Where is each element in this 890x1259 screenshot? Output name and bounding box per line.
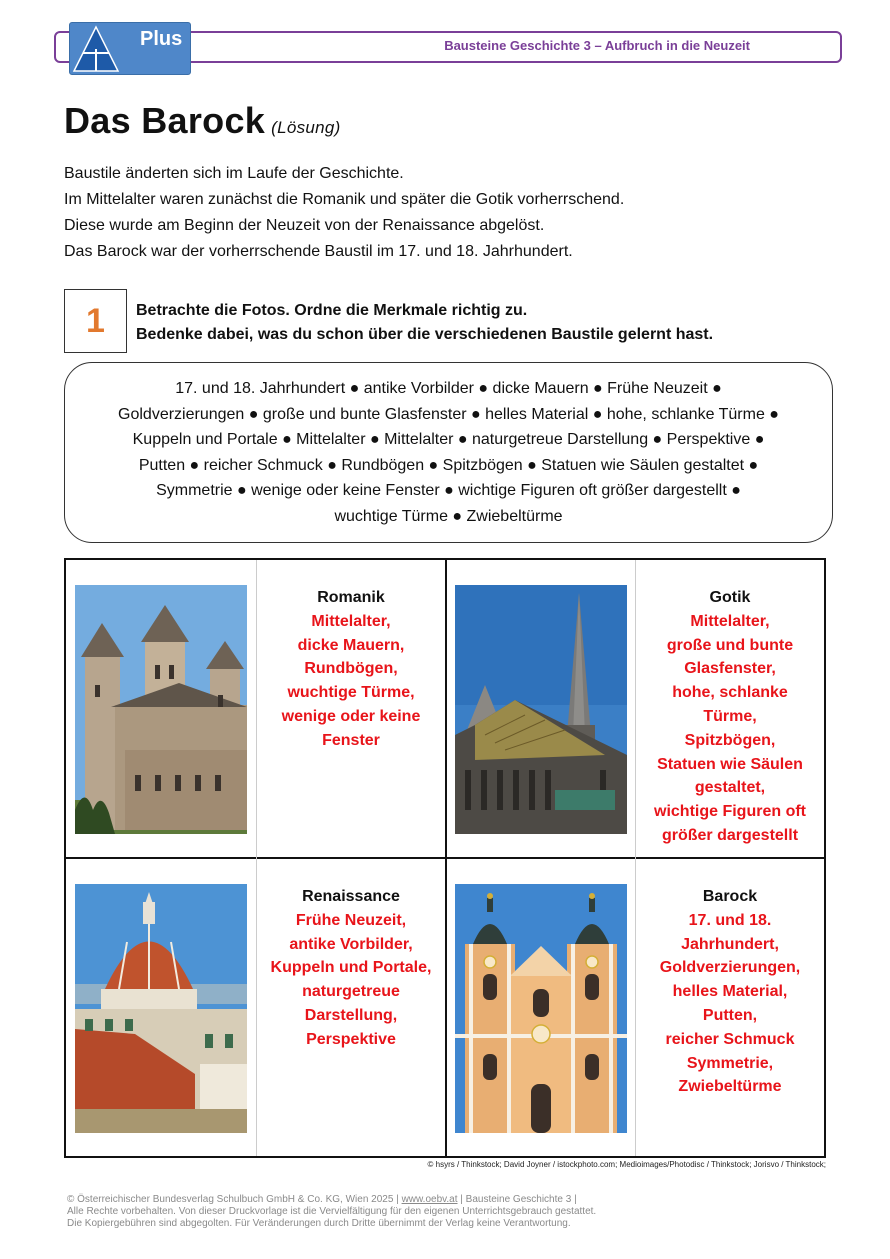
gotik-answer: Türme, bbox=[703, 707, 757, 725]
barock-answer: Jahrhundert, bbox=[681, 935, 779, 953]
word-bank-line: 17. und 18. Jahrhundert ● antike Vorbilder ● dicke Mauern ● Frühe Neuzeit ● bbox=[175, 380, 722, 397]
gotik-answer: große und bunte bbox=[666, 636, 794, 654]
romanik-answer: Fenster bbox=[322, 731, 380, 749]
gotik-cathedral-photo bbox=[455, 585, 627, 834]
barock-cell bbox=[637, 885, 823, 1099]
barock-answer: helles Material, bbox=[672, 983, 788, 1001]
barock-abbey-photo bbox=[455, 884, 627, 1133]
renaissance-answer: Frühe Neuzeit, bbox=[295, 911, 407, 929]
word-bank-line: wuchtige Türme ● Zwiebeltürme bbox=[334, 507, 563, 525]
gotik-answer: größer dargestellt bbox=[661, 826, 799, 844]
gotik-answer: Glasfenster, bbox=[684, 660, 776, 678]
footer bbox=[67, 1194, 596, 1230]
word-bank-line: Symmetrie ● wenige oder keine Fenster ● wichtige Figuren oft größer dargestellt ● bbox=[156, 482, 741, 500]
page-title bbox=[64, 100, 341, 142]
word-bank bbox=[64, 362, 833, 543]
photo-credits: © hsyrs / Thinkstock; David Joyner / istockphoto.com; Medioimages/Photodisc / Thinkstock; Jorisvo / Thinkstock; bbox=[427, 1160, 826, 1169]
barock-title: Barock bbox=[702, 888, 758, 905]
renaissance-dome-photo bbox=[75, 884, 247, 1133]
romanik-church-photo bbox=[75, 585, 247, 834]
gotik-answer: hohe, schlanke bbox=[672, 684, 788, 702]
title-sub: (Lösung) bbox=[271, 118, 341, 137]
table-divider bbox=[66, 857, 824, 859]
task-number: 1 bbox=[64, 289, 127, 353]
barock-answer: Putten, bbox=[702, 1006, 758, 1024]
gotik-answer: Spitzbögen, bbox=[684, 731, 776, 749]
intro-line: Baustile änderten sich im Laufe der Geschichte. bbox=[64, 165, 404, 182]
barock-answer: reicher Schmuck bbox=[665, 1030, 795, 1048]
footer-line-3: Die Kopiergebühren sind abgegolten. Für Veränderungen durch Dritte übernimmt der Verlag keine Verantwortung. bbox=[67, 1218, 571, 1229]
footer-copyright: © Österreichischer Bundesverlag Schulbuch GmbH & Co. KG, Wien 2025 | bbox=[67, 1194, 402, 1205]
renaissance-cell bbox=[258, 885, 444, 1052]
renaissance-title: Renaissance bbox=[302, 888, 400, 905]
renaissance-answer: Perspektive bbox=[306, 1030, 396, 1048]
barock-answer: Zwiebeltürme bbox=[678, 1078, 782, 1096]
barock-answer: Goldverzierungen, bbox=[659, 959, 801, 977]
word-bank-line: Putten ● reicher Schmuck ● Rundbögen ● Spitzbögen ● Statuen wie Säulen gestaltet ● bbox=[138, 456, 759, 474]
intro-text bbox=[64, 161, 624, 265]
romanik-title: Romanik bbox=[317, 589, 385, 606]
footer-series: | Bausteine Geschichte 3 | bbox=[457, 1194, 577, 1205]
barock-answer: Symmetrie, bbox=[686, 1054, 774, 1072]
romanik-cell bbox=[258, 586, 444, 753]
romanik-answer: wuchtige Türme, bbox=[287, 684, 415, 702]
publisher-link[interactable]: www.oebv.at bbox=[401, 1194, 458, 1205]
renaissance-answer: antike Vorbilder, bbox=[289, 935, 413, 953]
table-divider bbox=[635, 560, 636, 1156]
footer-line-2: Alle Rechte vorbehalten. Von dieser Druckvorlage ist die Vervielfältigung für den eigenen Unterrichtsgebrauch gestattet. bbox=[67, 1206, 597, 1217]
intro-line: Das Barock war der vorherrschende Baustil im 17. und 18. Jahrhundert. bbox=[64, 243, 573, 260]
word-bank-line: Goldverzierungen ● große und bunte Glasfenster ● helles Material ● hohe, schlanke Türme ● bbox=[118, 405, 779, 423]
romanik-answer: wenige oder keine bbox=[281, 707, 421, 725]
gotik-answer: wichtige Figuren oft bbox=[654, 803, 806, 821]
title-main: Das Barock bbox=[64, 100, 266, 141]
plus-logo bbox=[69, 22, 191, 75]
task-instructions bbox=[136, 299, 713, 347]
series-title: Bausteine Geschichte 3 – Aufbruch in die Neuzeit bbox=[444, 38, 750, 53]
table-divider bbox=[256, 560, 257, 1156]
word-bank-line: Kuppeln und Portale ● Mittelalter ● Mittelalter ● naturgetreue Darstellung ● Perspektive ● bbox=[132, 431, 765, 449]
barock-answer: 17. und 18. bbox=[688, 911, 772, 929]
intro-line: Im Mittelalter waren zunächst die Romanik und später die Gotik vorherrschend. bbox=[64, 191, 625, 208]
task-line-1: Betrachte die Fotos. Ordne die Merkmale richtig zu. bbox=[136, 302, 528, 319]
romanik-answer: Rundbögen, bbox=[304, 660, 398, 678]
gotik-answer: Statuen wie Säulen bbox=[657, 755, 803, 773]
gotik-title: Gotik bbox=[709, 589, 751, 606]
renaissance-answer: Kuppeln und Portale, bbox=[270, 959, 432, 977]
gotik-answer: gestaltet, bbox=[694, 779, 766, 797]
intro-line: Diese wurde am Beginn der Neuzeit von der Renaissance abgelöst. bbox=[64, 217, 545, 234]
styles-table bbox=[64, 558, 826, 1158]
gotik-answer: Mittelalter, bbox=[690, 612, 770, 630]
renaissance-answer: Darstellung, bbox=[304, 1006, 398, 1024]
logo-text: Plus bbox=[140, 28, 183, 50]
gotik-cell bbox=[637, 586, 823, 848]
footer-line-1 bbox=[67, 1194, 596, 1206]
task-line-2: Bedenke dabei, was du schon über die verschiedenen Baustile gelernt hast. bbox=[136, 326, 714, 343]
romanik-answer: dicke Mauern, bbox=[297, 636, 405, 654]
renaissance-answer: naturgetreue bbox=[302, 983, 400, 1001]
romanik-answer: Mittelalter, bbox=[311, 612, 391, 630]
